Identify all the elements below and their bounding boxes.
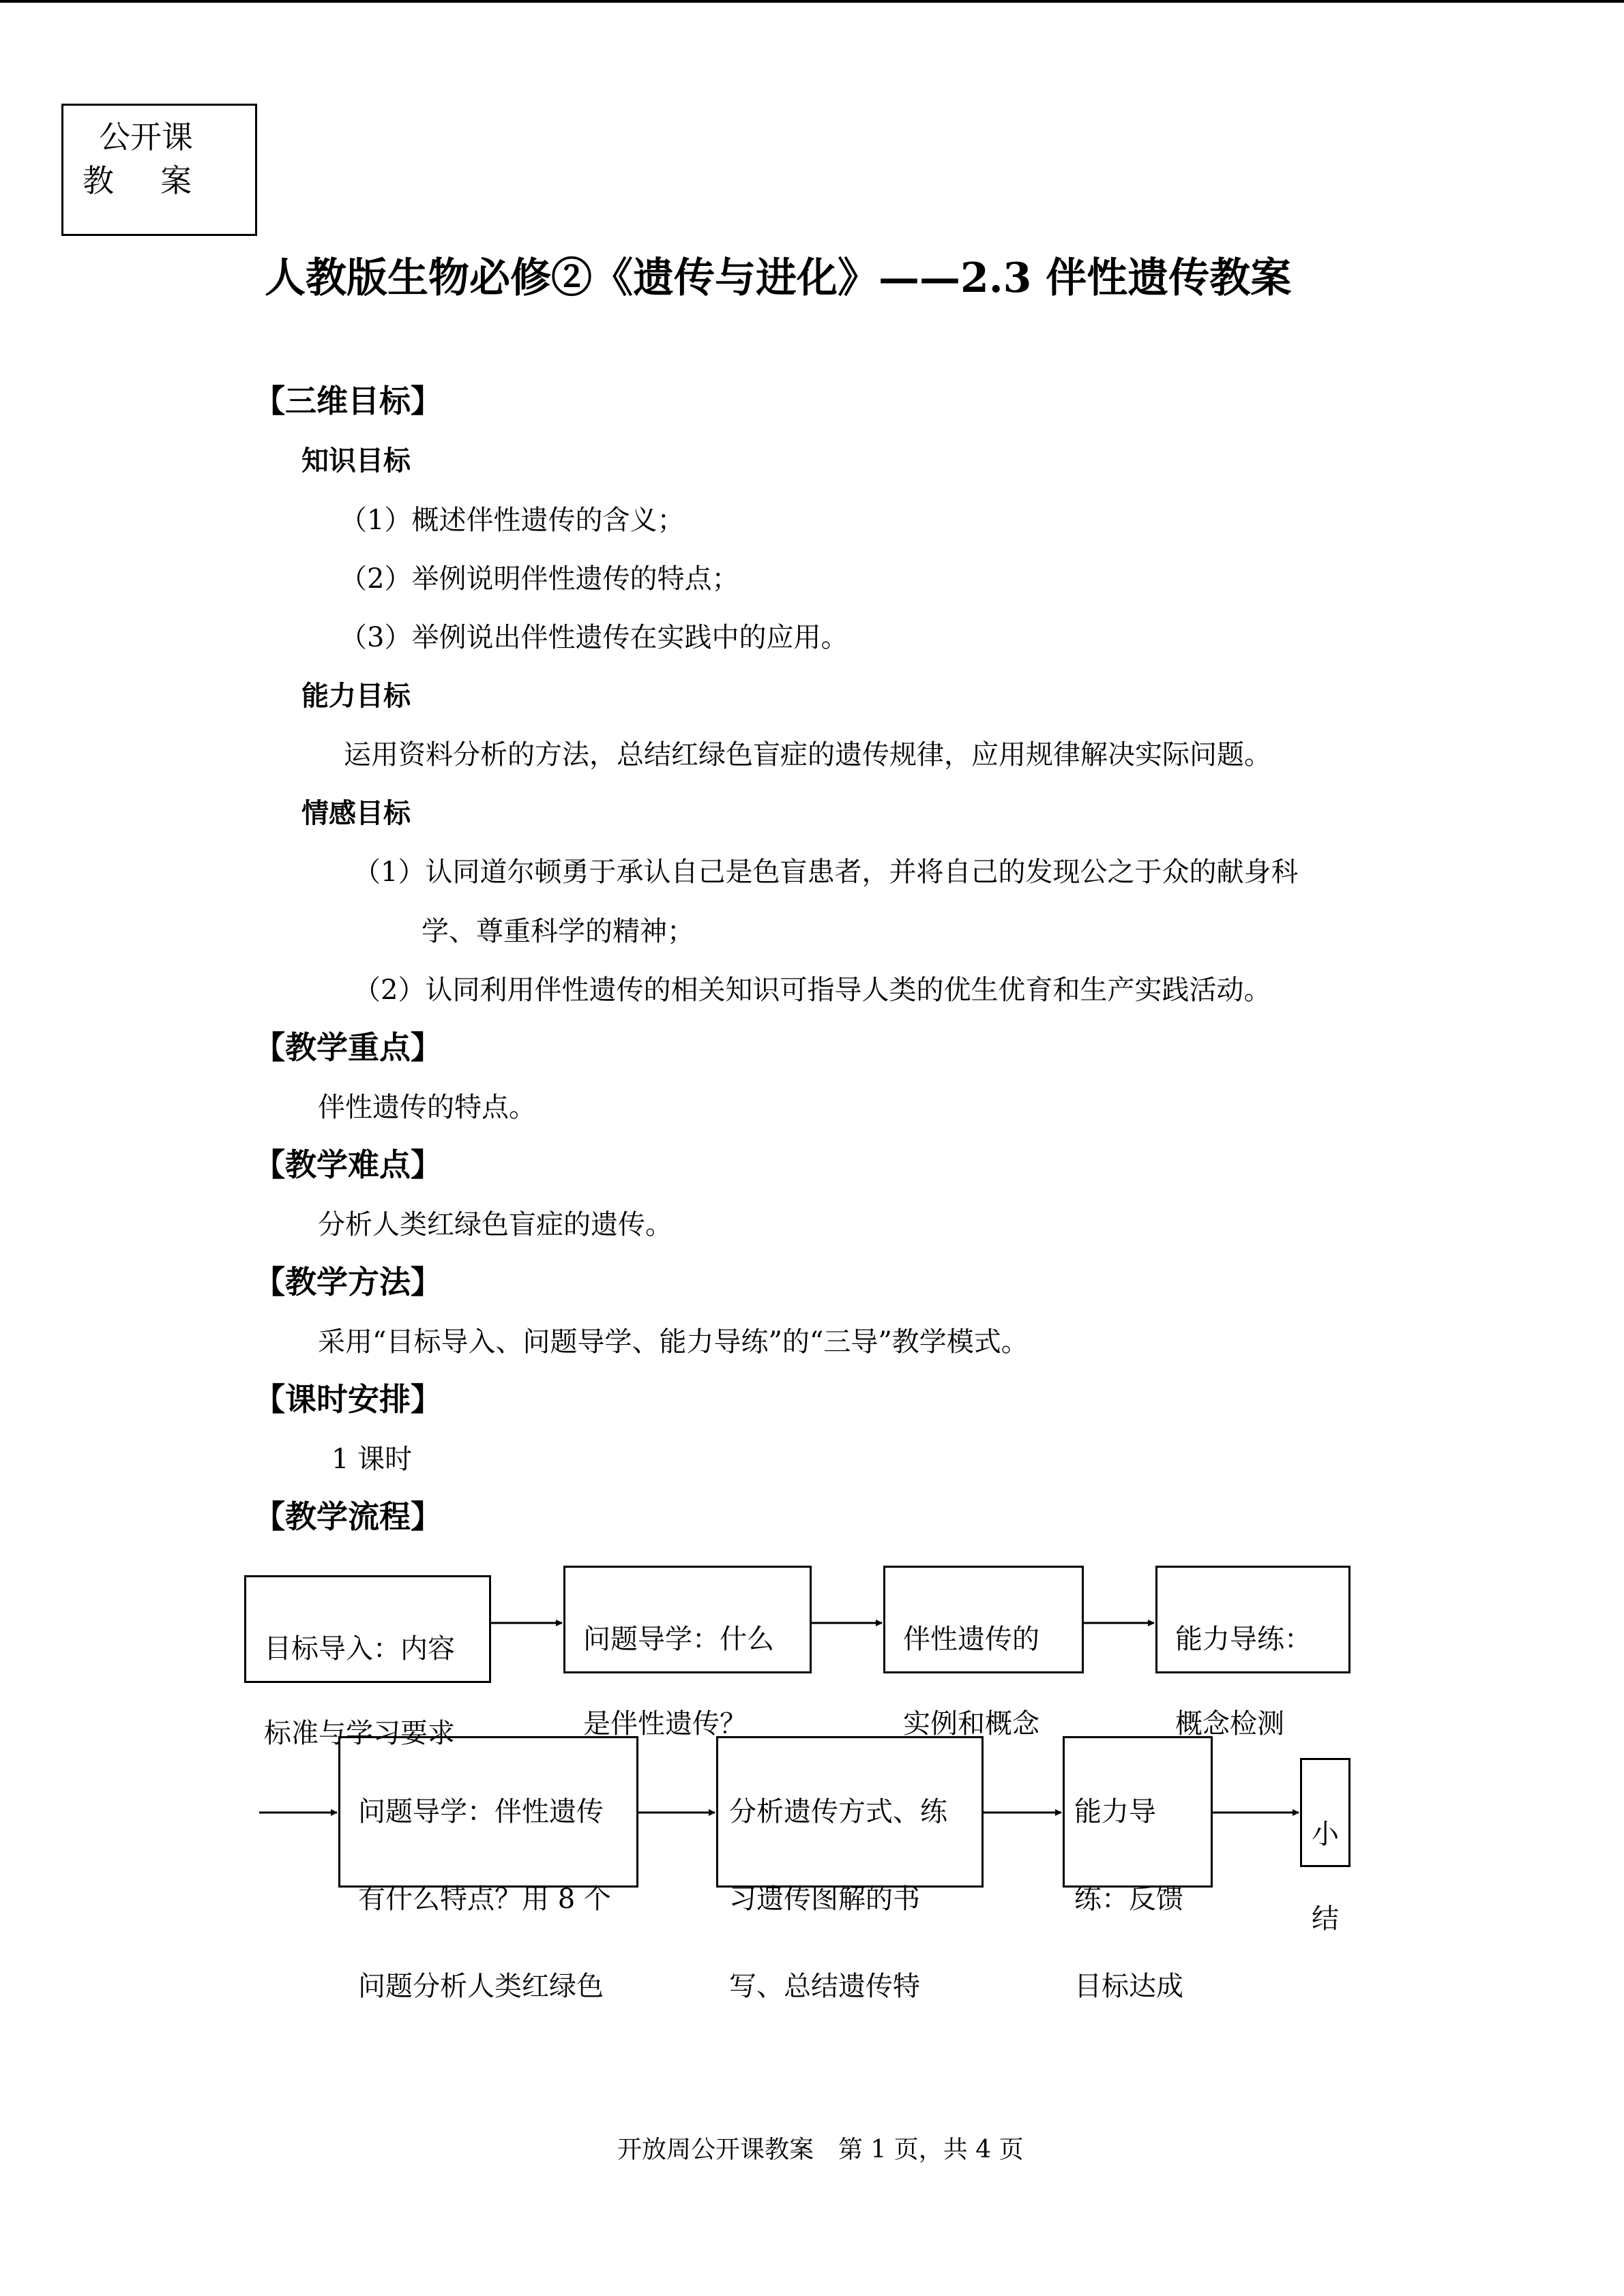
- knowledge-goals-heading: 知识目标: [301, 445, 411, 477]
- flow-step-line: 结: [1312, 1903, 1339, 1935]
- flow-step-line: 是伴性遗传？: [583, 1708, 747, 1740]
- knowledge-goal-3: （3）举例说出伴性遗传在实践中的应用。: [340, 622, 848, 653]
- flow-step-line: 标准与学习要求: [264, 1718, 455, 1749]
- flow-step-line: 伴性遗传的: [903, 1624, 1039, 1655]
- emotion-goal-1-line-1: （1）认同道尔顿勇于承认自己是色盲患者，并将自己的发现公之于众的献身科: [353, 856, 1299, 888]
- schedule-heading: 【课时安排】: [254, 1381, 442, 1418]
- flow-step-line: 写、总结遗传特: [729, 1971, 920, 2002]
- flow-step-line: 问题导学：什么: [583, 1624, 774, 1655]
- flow-step-line: 能力导: [1074, 1796, 1156, 1828]
- ability-goal-text: 运用资料分析的方法，总结红绿色盲症的遗传规律，应用规律解决实际问题。: [344, 739, 1271, 771]
- ability-goals-heading: 能力目标: [301, 680, 411, 712]
- flow-step-line: 问题分析人类红绿色: [358, 1971, 604, 2002]
- flow-step-line: 目标达成: [1074, 1971, 1183, 2002]
- flow-step-line: 分析遗传方式、练: [729, 1796, 947, 1828]
- flow-step-line: 小: [1312, 1819, 1339, 1850]
- knowledge-goal-2: （2）举例说明伴性遗传的特点；: [340, 563, 739, 595]
- difficulty-text: 分析人类红绿色盲症的遗传。: [318, 1209, 673, 1240]
- flow-step-line: 问题导学：伴性遗传: [358, 1796, 604, 1828]
- label-line-2: 教案: [83, 162, 238, 199]
- method-text: 采用“目标导入、问题导学、能力导练”的“三导”教学模式。: [318, 1326, 1029, 1358]
- schedule-text: 1 课时: [331, 1444, 413, 1475]
- label-line-1: 公开课: [99, 119, 193, 155]
- flow-step-line: 练：反馈: [1074, 1883, 1183, 1915]
- emotion-goal-1-line-2: 学、尊重科学的精神；: [422, 916, 694, 947]
- goals-heading: 【三维目标】: [254, 383, 442, 419]
- method-heading: 【教学方法】: [254, 1264, 442, 1300]
- emotion-goals-heading: 情感目标: [301, 797, 411, 829]
- flow-step-line: 有什么特点？用 8 个: [358, 1883, 611, 1915]
- flow-step-line: 概念检测: [1175, 1708, 1284, 1740]
- document-title: 人教版生物必修②《遗传与进化》——2.3 伴性遗传教案: [265, 254, 1292, 302]
- key-point-heading: 【教学重点】: [254, 1029, 442, 1066]
- flow-step-line: 目标导入：内容: [264, 1633, 455, 1665]
- flow-step-line: 实例和概念: [903, 1708, 1039, 1740]
- flow-heading: 【教学流程】: [254, 1498, 442, 1535]
- page-footer: 开放周公开课教案 第 1 页，共 4 页: [617, 2136, 1024, 2164]
- flow-step-line: 能力导练：: [1175, 1624, 1312, 1655]
- difficulty-heading: 【教学难点】: [254, 1146, 442, 1183]
- knowledge-goal-1: （1）概述伴性遗传的含义；: [340, 505, 685, 536]
- key-point-text: 伴性遗传的特点。: [318, 1092, 536, 1123]
- emotion-goal-2: （2）认同利用伴性遗传的相关知识可指导人类的优生优育和生产实践活动。: [353, 974, 1271, 1006]
- flow-step-line: 习遗传图解的书: [729, 1883, 920, 1915]
